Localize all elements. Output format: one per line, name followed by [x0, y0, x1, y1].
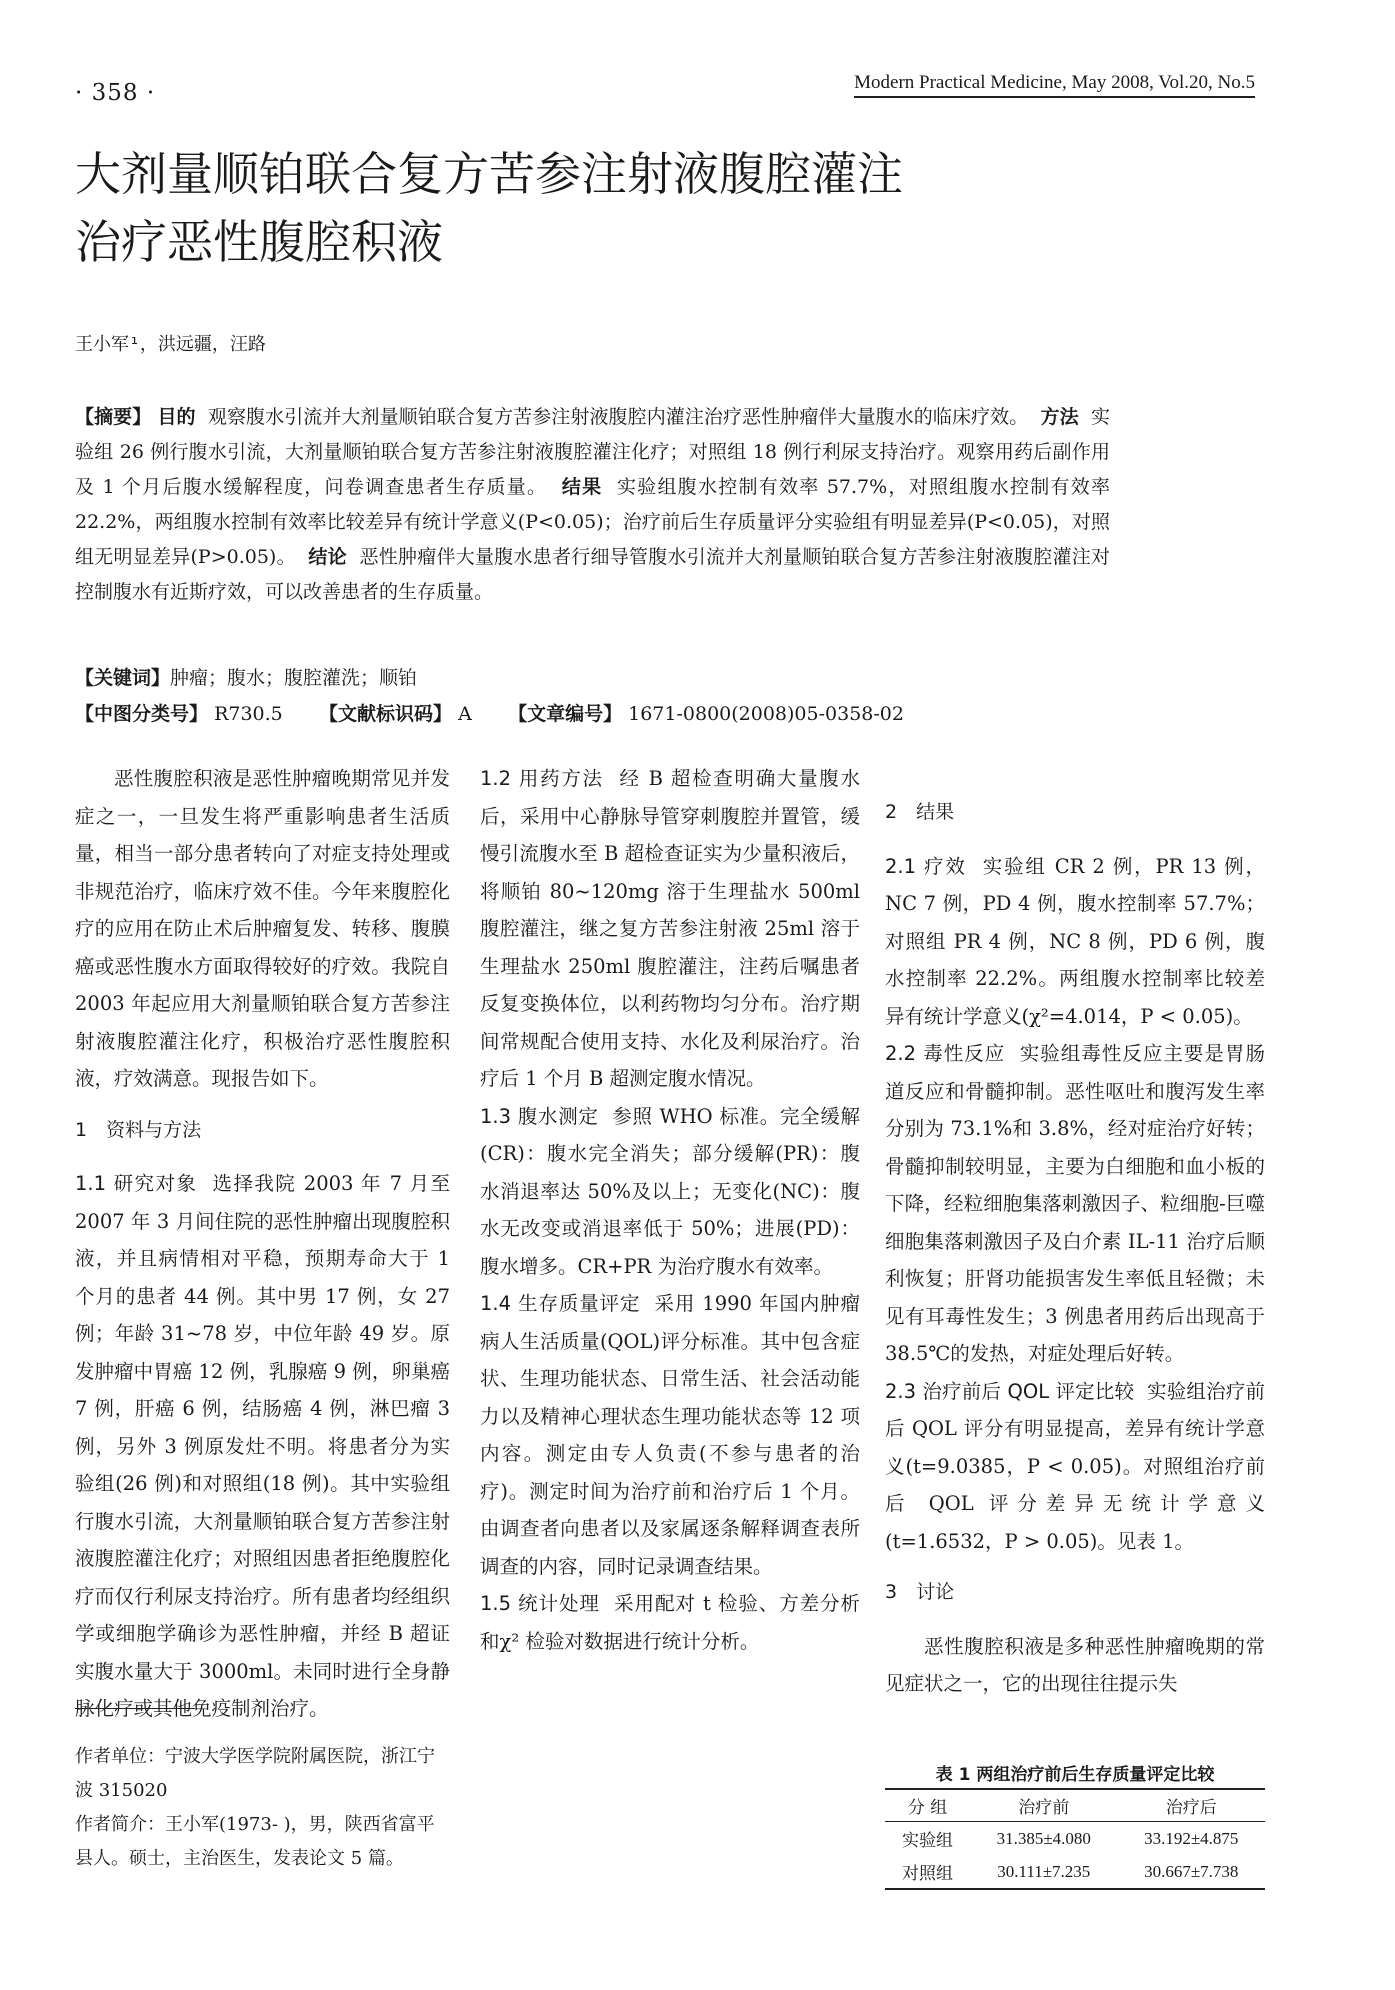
- section-2-heading: 2 结果: [885, 801, 955, 823]
- article-no-value: 1671-0800(2008)05-0358-02: [628, 703, 904, 725]
- section-1-1-text: 选择我院 2003 年 7 月至 2007 年 3 月间住院的恶性肿瘤出现腹腔积液，并且病情相对平稳，预期寿命大于 1 个月的患者 44 例。其中男 17 例，女 27 例；年龄 31~78 岁，中位年龄 49 岁。原发肿瘤中胃癌 12 例，乳腺癌 9 例，卵巢癌 7 例，肝癌 6 例，结肠癌 4 例，淋巴瘤 3 例，另外 3 例原发灶不明。将患者分为实验组(26 例)和对照组(18 例)。其中实验组行腹水引流，大剂量顺铂联合复方苦参注射液腹腔灌注化疗；对照组因患者拒绝腹腔化疗而仅行利尿支持治疗。所有患者均经组织学或细胞学确诊为恶性肿瘤，并经 B 超证实腹水量大于 3000ml。未同时进行全身静脉化疗或其他免疫制剂治疗。: [75, 1172, 451, 1720]
- section-1-5-title: 1.5 统计处理: [480, 1592, 600, 1615]
- conclusion-text: 恶性肿瘤伴大量腹水患者行细导管腹水引流并大剂量顺铂联合复方苦参注射液腹腔灌注对控制腹水有近斯疗效，可以改善患者的生存质量。: [75, 546, 1110, 603]
- author-unit: [75, 1740, 450, 1808]
- table-row: [885, 1822, 1265, 1856]
- clc-label: 【中图分类号】: [75, 703, 209, 725]
- body-column-1: [75, 760, 450, 1728]
- purpose-label: 目的: [157, 406, 196, 428]
- method-text: 实验组 26 例行腹水引流，大剂量顺铂联合复方苦参注射液腹腔灌注化疗；对照组 18 例行利尿支持治疗。观察用药后副作用及 1 个月后腹水缓解程度，问卷调查患者生存质量。: [75, 406, 1110, 498]
- table-cell: 33.192±4.875: [1144, 1828, 1239, 1848]
- table-title: 表 1 两组治疗前后生存质量评定比较: [935, 1765, 1215, 1785]
- section-2-3: [885, 1373, 1265, 1561]
- section-1-1-title: 1.1 研究对象: [75, 1172, 198, 1195]
- table-cell: 对照组: [885, 1855, 970, 1889]
- section-1-2: [480, 760, 860, 1098]
- section-1-2-title: 1.2 用药方法: [480, 767, 604, 790]
- table-row: [885, 1855, 1265, 1889]
- author-bio: [75, 1808, 450, 1876]
- author-list: 王小军¹，洪远疆，汪路: [75, 334, 266, 355]
- section-1-4: [480, 1285, 860, 1585]
- table-cell: 实验组: [902, 1831, 953, 1850]
- journal-header: Modern Practical Medicine, May 2008, Vol.20, No.5: [854, 72, 1255, 98]
- section-1-4-text: 采用 1990 年国内肿瘤病人生活质量(QOL)评分标准。其中包含症状、生理功能状态、日常生活、社会活动能力以及精神心理状态生理功能状态等 12 项内容。测定由专人负责(不参与患者的治疗)。测定时间为治疗前和治疗后 1 个月。由调查者向患者以及家属逐条解释调查表所调查的内容，同时记录调查结果。: [480, 1292, 860, 1578]
- table-header-row: [885, 1789, 1265, 1822]
- article-no-label: 【文章编号】: [508, 703, 623, 725]
- intro-paragraph: 恶性腹腔积液是恶性肿瘤晚期常见并发症之一，一旦发生将严重影响患者生活质量，相当一部分患者转向了对症支持处理或非规范治疗，临床疗效不佳。今年来腹腔化疗的应用在防止术后肿瘤复发、转移、腹膜癌或恶性腹水方面取得较好的疗效。我院自 2003 年起应用大剂量顺铂联合复方苦参注射液腹腔灌注化疗，积极治疗恶性腹腔积液，疗效满意。现报告如下。: [75, 767, 450, 1090]
- section-2-2-title: 2.2 毒性反应: [885, 1042, 1006, 1065]
- qol-table: [885, 1788, 1265, 1890]
- table-cell: 30.667±7.738: [1118, 1855, 1266, 1889]
- table-cell: 31.385±4.080: [996, 1828, 1091, 1848]
- body-column-3: [885, 780, 1265, 1703]
- section-1-heading: 1 资料与方法: [75, 1118, 202, 1141]
- method-label: 方法: [1040, 406, 1079, 428]
- body-column-2: [480, 760, 860, 1660]
- keywords-label: 【关键词】: [75, 667, 171, 689]
- title-line-1: 大剂量顺铂联合复方苦参注射液腹腔灌注: [75, 147, 903, 201]
- discussion-paragraph: 恶性腹腔积液是多种恶性肿瘤晚期的常见症状之一，它的出现往往提示失: [885, 1634, 1265, 1695]
- doc-code-label: 【文献标识码】: [319, 703, 453, 725]
- result-label: 结果: [561, 476, 603, 498]
- conclusion-label: 结论: [308, 546, 347, 568]
- footnote: [75, 1740, 450, 1876]
- section-2-1-text: 实验组 CR 2 例，PR 13 例，NC 7 例，PD 4 例，腹水控制率 57.7%；对照组 PR 4 例，NC 8 例，PD 6 例，腹水控制率 22.2%。两组腹水控制率比较差异有统计学意义(χ²=4.014，P < 0.05)。: [885, 854, 1265, 1028]
- section-2-1: [885, 848, 1265, 1036]
- section-1-3-text: 参照 WHO 标准。完全缓解(CR)：腹水完全消失；部分缓解(PR)：腹水消退率达 50%及以上；无变化(NC)：腹水无改变或消退率低于 50%；进展(PD)：腹水增多。CR+PR 为治疗腹水有效率。: [480, 1104, 860, 1278]
- article-title: [75, 140, 1075, 276]
- section-1-1: [75, 1165, 450, 1728]
- section-1-3-title: 1.3 腹水测定: [480, 1104, 599, 1128]
- table-header-cell: 分 组: [885, 1789, 970, 1822]
- author-unit-text: 宁波大学医学院附属医院，浙江宁波 315020: [75, 1746, 435, 1801]
- keywords: [75, 662, 417, 694]
- doc-code-value: A: [458, 703, 472, 725]
- section-2-3-title: 2.3 治疗前后 QOL 评定比较: [885, 1379, 1135, 1403]
- clc-value: R730.5: [214, 703, 283, 725]
- classification-line: [75, 698, 904, 730]
- section-1-3: [480, 1098, 860, 1286]
- section-1-5: [480, 1585, 860, 1660]
- section-2-2: [885, 1035, 1265, 1373]
- purpose-text: 观察腹水引流并大剂量顺铂联合复方苦参注射液腹腔内灌注治疗恶性肿瘤伴大量腹水的临床疗效。: [207, 406, 1029, 428]
- section-3-heading: 3 讨论: [885, 1581, 955, 1603]
- abstract: [75, 400, 1110, 610]
- section-2-1-title: 2.1 疗效: [885, 854, 967, 878]
- section-2-3-text: 实验组治疗前后 QOL 评分有明显提高，差异有统计学意义(t=9.0385，P < 0.05)。对照组治疗前后 QOL 评分差异无统计学意义(t=1.6532，P > 0.05)。见表 1。: [885, 1379, 1265, 1553]
- table-header-cell: 治疗后: [1118, 1789, 1266, 1822]
- author-unit-label: 作者单位：: [75, 1746, 165, 1767]
- abstract-label: 【摘要】: [75, 406, 152, 428]
- section-2-2-text: 实验组毒性反应主要是胃肠道反应和骨髓抑制。恶性呕吐和腹泻发生率分别为 73.1%和 3.8%，经对症治疗好转；骨髓抑制较明显，主要为白细胞和血小板的下降，经粒细胞集落刺激因子、粒细胞-巨噬细胞集落刺激因子及白介素 IL-11 治疗后顺利恢复；肝肾功能损害发生率低且轻微；未见有耳毒性发生；3 例患者用药后出现高于 38.5℃的发热，对症处理后好转。: [885, 1042, 1265, 1365]
- author-bio-text: 王小军(1973- )，男，陕西省富平县人。硕士，主治医生，发表论文 5 篇。: [75, 1814, 435, 1869]
- section-1-2-text: 经 B 超检查明确大量腹水后，采用中心静脉导管穿刺腹腔并置管，缓慢引流腹水至 B 超检查证实为少量积液后，将顺铂 80~120mg 溶于生理盐水 500ml 腹腔灌注，继之复方苦参注射液 25ml 溶于生理盐水 250ml 腹腔灌注，注药后嘱患者反复变换体位，以利药物均匀分布。治疗期间常规配合使用支持、水化及利尿治疗。治疗后 1 个月 B 超测定腹水情况。: [480, 767, 861, 1090]
- table-header-cell: 治疗前: [970, 1789, 1117, 1822]
- section-1-5-text: 采用配对 t 检验、方差分析和χ² 检验对数据进行统计分析。: [480, 1592, 860, 1653]
- section-1-4-title: 1.4 生存质量评定: [480, 1292, 641, 1315]
- keywords-text: 肿瘤；腹水；腹腔灌洗；顺铂: [170, 667, 418, 689]
- page-number: · 358 ·: [75, 80, 156, 106]
- table-cell: 30.111±7.235: [970, 1855, 1117, 1889]
- author-bio-label: 作者简介：: [75, 1814, 165, 1835]
- footnote-rule: [75, 1708, 195, 1709]
- result-text: 实验组腹水控制有效率 57.7%，对照组腹水控制有效率 22.2%，两组腹水控制有效率比较差异有统计学意义(P<0.05)；治疗前后生存质量评分实验组有明显差异(P<0.05)，对照组无明显差异(P>0.05)。: [75, 476, 1110, 568]
- title-line-2: 治疗恶性腹腔积液: [75, 215, 443, 269]
